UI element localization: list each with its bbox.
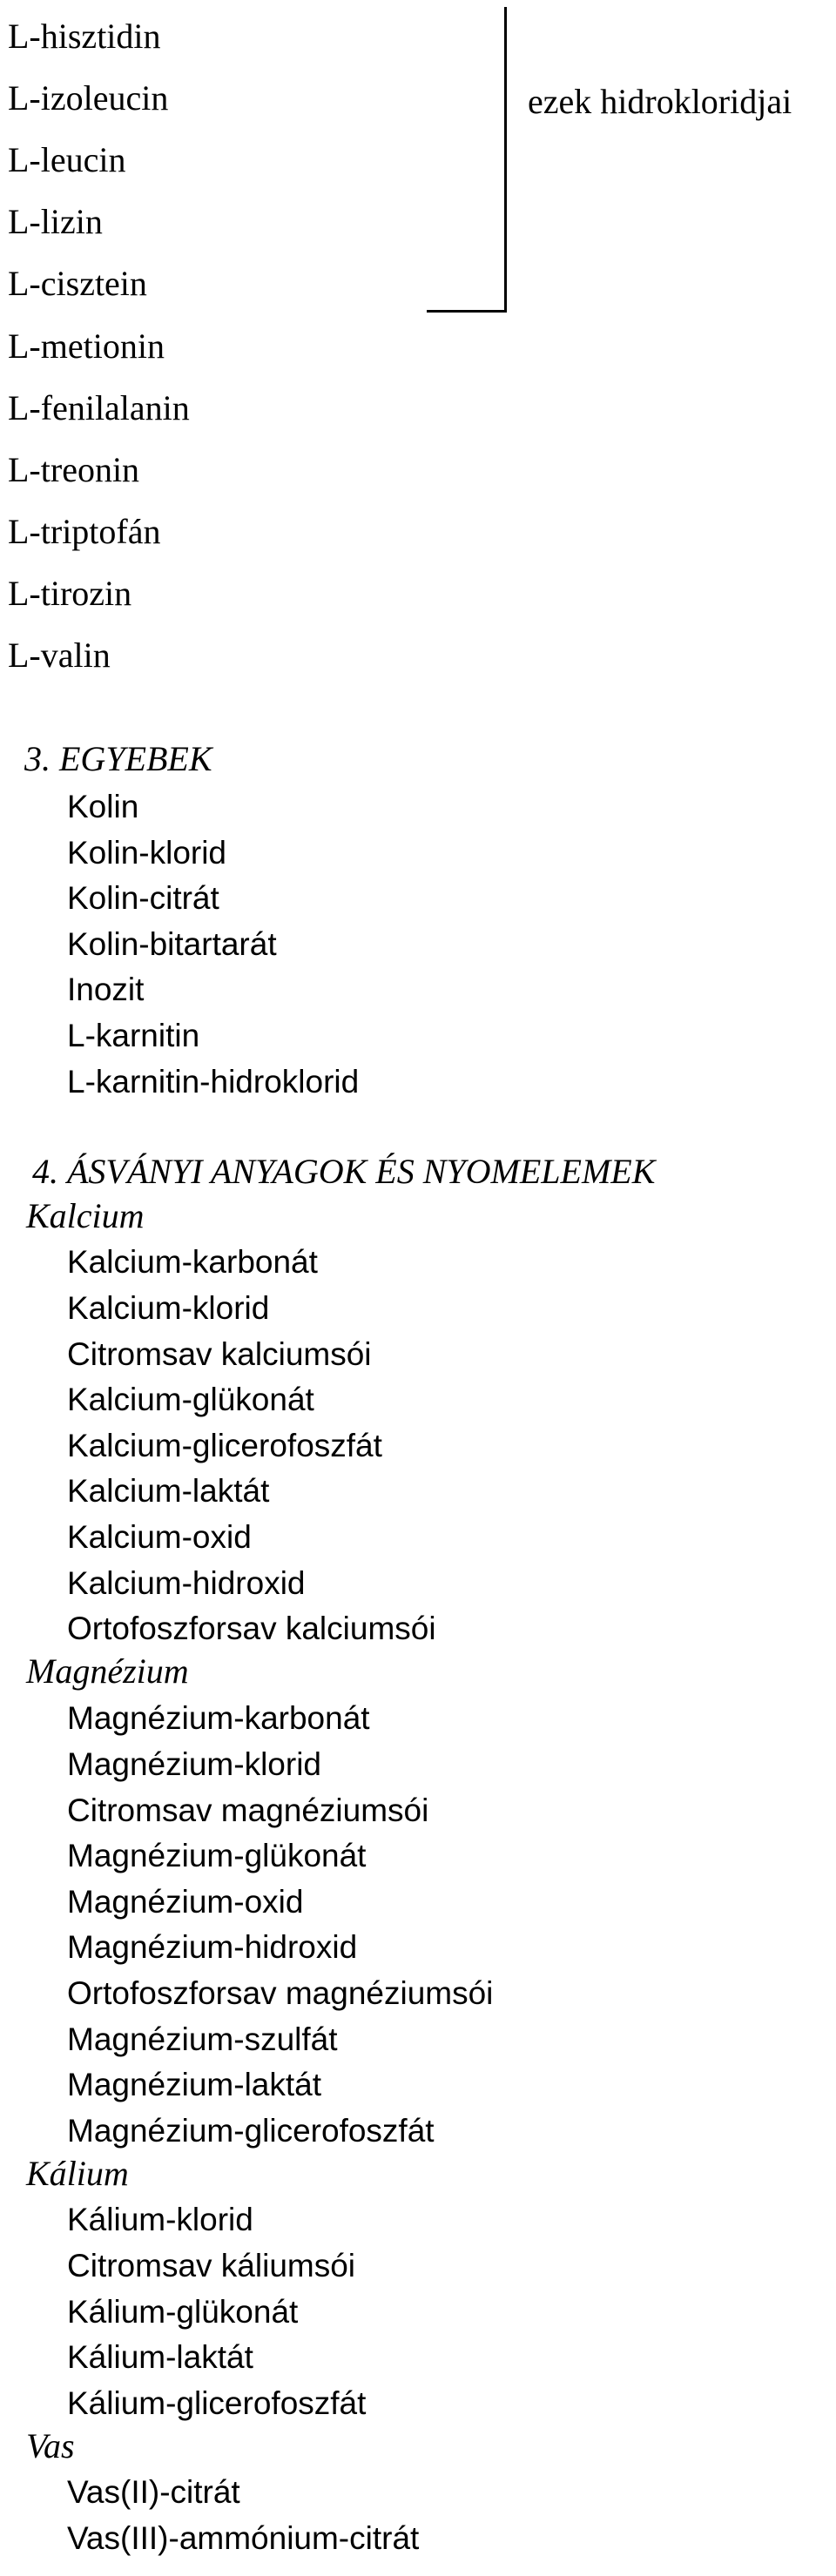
amino-acid-item: L-metionin <box>8 326 165 366</box>
bracket-note: ezek hidrokloridjai <box>528 82 792 121</box>
list-item: Magnézium-glükonát <box>67 1838 367 1873</box>
list-item: Magnézium-laktát <box>67 2067 322 2102</box>
list-item: Ortofoszforsav magnéziumsói <box>67 1975 494 2011</box>
amino-acid-item: L-cisztein <box>8 264 147 303</box>
amino-acid-item: L-hisztidin <box>8 17 161 56</box>
list-item: Kálium-laktát <box>67 2339 253 2375</box>
list-item: Kalcium-glükonát <box>67 1382 314 1417</box>
amino-acid-item: L-leucin <box>8 140 126 179</box>
amino-acid-item: L-triptofán <box>8 512 161 551</box>
list-item: Kalcium-klorid <box>67 1290 270 1326</box>
section-3-heading: 3. EGYEBEK <box>24 739 212 778</box>
list-item: Kalcium-glicerofoszfát <box>67 1428 382 1463</box>
list-item: Kolin-citrát <box>67 880 219 916</box>
list-item: Kolin-bitartarát <box>67 926 277 962</box>
amino-acid-item: L-tirozin <box>8 574 132 613</box>
list-item: Vas(II)-citrát <box>67 2474 240 2510</box>
list-item: Kálium-klorid <box>67 2202 253 2237</box>
amino-acid-item: L-valin <box>8 636 111 675</box>
list-item: Kolin-klorid <box>67 835 227 871</box>
group-heading-magnezium: Magnézium <box>26 1651 189 1691</box>
list-item: Kálium-glicerofoszfát <box>67 2385 367 2421</box>
list-item: Kalcium-oxid <box>67 1519 252 1555</box>
list-item: Vas(III)-ammónium-citrát <box>67 2520 420 2556</box>
list-item: Magnézium-klorid <box>67 1746 321 1782</box>
list-item: Magnézium-karbonát <box>67 1700 370 1736</box>
group-heading-kalium: Kálium <box>26 2154 129 2193</box>
amino-acid-item: L-lizin <box>8 202 103 241</box>
list-item: Kalcium-hidroxid <box>67 1565 306 1601</box>
bracket-vertical-line <box>504 7 507 313</box>
bracket-horizontal-line <box>427 310 507 313</box>
list-item: Kalcium-laktát <box>67 1473 270 1509</box>
list-item: Citromsav magnéziumsói <box>67 1792 429 1828</box>
list-item: Magnézium-szulfát <box>67 2021 338 2057</box>
list-item: Kolin <box>67 789 139 824</box>
list-item: Citromsav káliumsói <box>67 2248 356 2283</box>
list-item: Ortofoszforsav kalciumsói <box>67 1611 436 1646</box>
group-heading-kalcium: Kalcium <box>26 1196 145 1235</box>
amino-acid-item: L-treonin <box>8 450 140 489</box>
group-heading-vas: Vas <box>26 2426 75 2465</box>
list-item: L-karnitin <box>67 1018 200 1053</box>
section-4-heading: 4. ÁSVÁNYI ANYAGOK ÉS NYOMELEMEK <box>32 1152 656 1191</box>
list-item: Kálium-glükonát <box>67 2294 299 2330</box>
list-item: L-karnitin-hidroklorid <box>67 1064 360 1100</box>
list-item: Inozit <box>67 972 145 1007</box>
list-item: Magnézium-oxid <box>67 1884 304 1920</box>
list-item: Magnézium-hidroxid <box>67 1929 358 1965</box>
list-item: Magnézium-glicerofoszfát <box>67 2113 435 2149</box>
amino-acid-item: L-izoleucin <box>8 78 169 118</box>
amino-acid-item: L-fenilalanin <box>8 388 190 427</box>
list-item: Kalcium-karbonát <box>67 1244 318 1280</box>
list-item: Citromsav kalciumsói <box>67 1336 372 1372</box>
